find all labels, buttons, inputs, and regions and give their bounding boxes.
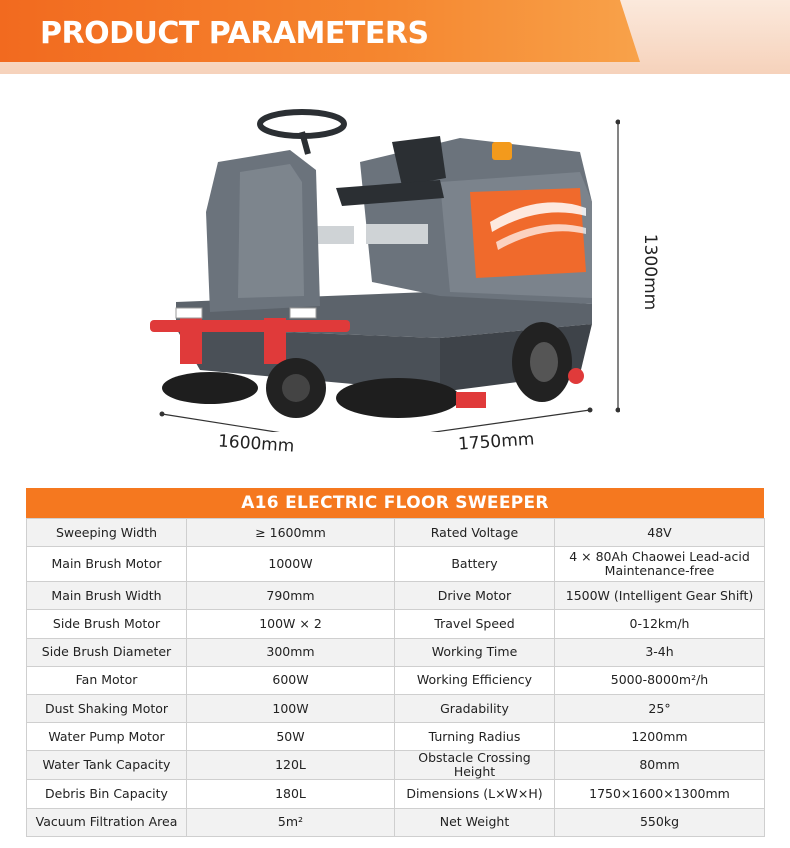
param-name: Net Weight bbox=[395, 808, 555, 836]
param-value: 1200mm bbox=[555, 723, 765, 751]
param-name: Battery bbox=[395, 547, 555, 582]
param-name: Gradability bbox=[395, 694, 555, 722]
param-name: Debris Bin Capacity bbox=[27, 780, 187, 808]
param-value: 180L bbox=[187, 780, 395, 808]
parameters-grid bbox=[26, 518, 765, 837]
page-title: PRODUCT PARAMETERS bbox=[40, 16, 429, 51]
param-name: Dimensions (L×W×H) bbox=[395, 780, 555, 808]
floor-sweeper-image bbox=[140, 92, 620, 432]
param-name: Turning Radius bbox=[395, 723, 555, 751]
param-value: 50W bbox=[187, 723, 395, 751]
param-name: Fan Motor bbox=[27, 666, 187, 694]
table-row bbox=[27, 694, 765, 722]
param-value: 100W × 2 bbox=[187, 610, 395, 638]
table-row bbox=[27, 808, 765, 836]
param-name: Vacuum Filtration Area bbox=[27, 808, 187, 836]
table-title: A16 ELECTRIC FLOOR SWEEPER bbox=[26, 488, 764, 518]
param-name: Obstacle Crossing Height bbox=[395, 751, 555, 780]
param-value: 5m² bbox=[187, 808, 395, 836]
param-name: Working Efficiency bbox=[395, 666, 555, 694]
param-value: 0-12km/h bbox=[555, 610, 765, 638]
param-name: Water Tank Capacity bbox=[27, 751, 187, 780]
param-value: 3-4h bbox=[555, 638, 765, 666]
param-value: 300mm bbox=[187, 638, 395, 666]
param-name: Water Pump Motor bbox=[27, 723, 187, 751]
param-value: 120L bbox=[187, 751, 395, 780]
param-value: 4 × 80Ah Chaowei Lead-acid Maintenance-free bbox=[555, 547, 765, 582]
param-name: Working Time bbox=[395, 638, 555, 666]
param-name: Rated Voltage bbox=[395, 519, 555, 547]
param-value: 5000-8000m²/h bbox=[555, 666, 765, 694]
table-row bbox=[27, 610, 765, 638]
param-name: Travel Speed bbox=[395, 610, 555, 638]
param-name: Drive Motor bbox=[395, 582, 555, 610]
param-name: Dust Shaking Motor bbox=[27, 694, 187, 722]
table-row bbox=[27, 547, 765, 582]
parameters-table bbox=[26, 488, 764, 840]
table-row bbox=[27, 638, 765, 666]
table-row bbox=[27, 751, 765, 780]
param-value: 48V bbox=[555, 519, 765, 547]
param-name: Side Brush Diameter bbox=[27, 638, 187, 666]
param-value: 80mm bbox=[555, 751, 765, 780]
width-dimension-label: 1600mm bbox=[217, 431, 295, 457]
table-row bbox=[27, 723, 765, 751]
height-dimension-label: 1300mm bbox=[640, 233, 661, 311]
param-value: 550kg bbox=[555, 808, 765, 836]
param-value: 600W bbox=[187, 666, 395, 694]
table-row bbox=[27, 666, 765, 694]
table-row bbox=[27, 519, 765, 547]
param-value: 25° bbox=[555, 694, 765, 722]
param-value: 790mm bbox=[187, 582, 395, 610]
param-name: Side Brush Motor bbox=[27, 610, 187, 638]
param-value: 1000W bbox=[187, 547, 395, 582]
param-value: 1750×1600×1300mm bbox=[555, 780, 765, 808]
param-value: ≥ 1600mm bbox=[187, 519, 395, 547]
table-row bbox=[27, 780, 765, 808]
param-name: Main Brush Width bbox=[27, 582, 187, 610]
param-value: 100W bbox=[187, 694, 395, 722]
param-name: Main Brush Motor bbox=[27, 547, 187, 582]
length-dimension-label: 1750mm bbox=[457, 429, 535, 455]
param-name: Sweeping Width bbox=[27, 519, 187, 547]
param-value: 1500W (Intelligent Gear Shift) bbox=[555, 582, 765, 610]
table-row bbox=[27, 582, 765, 610]
